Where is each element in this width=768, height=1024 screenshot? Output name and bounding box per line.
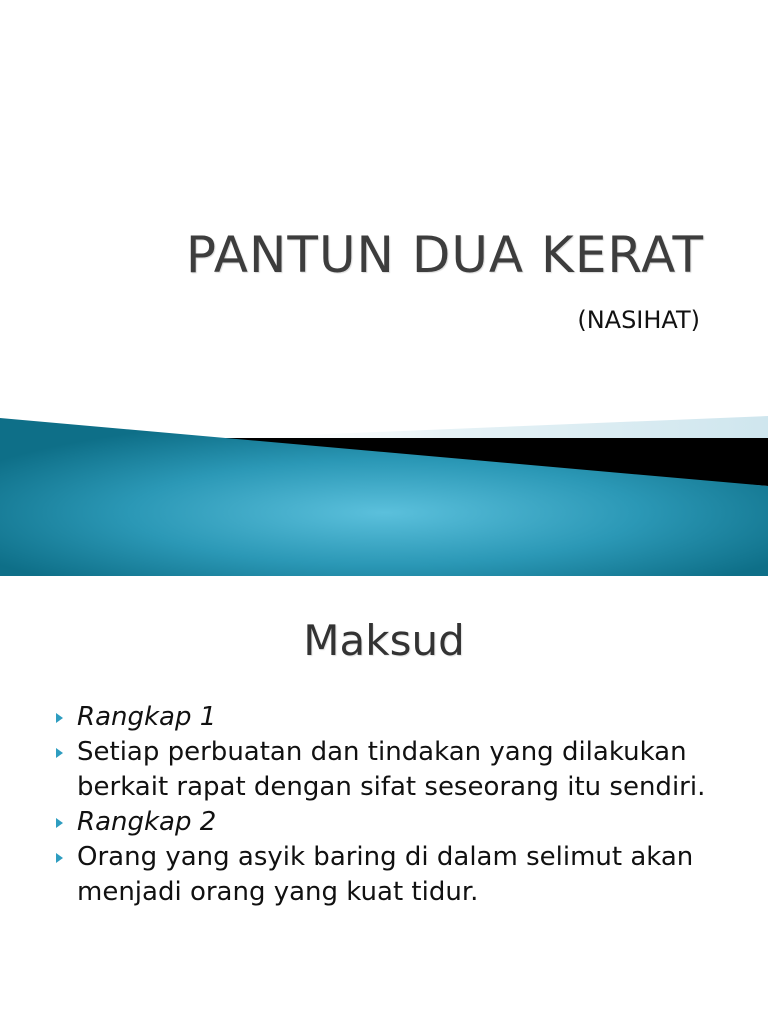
triangle-bullet-icon	[56, 818, 63, 828]
bullet-list	[56, 700, 716, 910]
bullet-item	[56, 735, 716, 805]
bullet-item	[56, 700, 716, 735]
bullet-text: Setiap perbuatan dan tindakan yang dilakukan berkait rapat dengan sifat seseorang itu sendiri.	[77, 737, 706, 802]
bullet-text: Rangkap 2	[77, 807, 217, 837]
decorative-band	[0, 400, 768, 576]
bullet-item	[56, 805, 716, 840]
triangle-bullet-icon	[56, 713, 63, 723]
section-heading: Maksud	[303, 616, 465, 665]
bullet-text: Orang yang asyik baring di dalam selimut akan menjadi orang yang kuat tidur.	[77, 842, 694, 907]
bullet-item	[56, 840, 716, 910]
content-slide	[0, 576, 768, 1024]
triangle-bullet-icon	[56, 748, 63, 758]
triangle-bullet-icon	[56, 853, 63, 863]
slide-subtitle: (NASIHAT)	[577, 306, 700, 334]
slide-title: PANTUN DUA KERAT	[185, 226, 704, 284]
light-stripe	[230, 416, 768, 440]
bullet-text: Rangkap 1	[77, 702, 217, 732]
